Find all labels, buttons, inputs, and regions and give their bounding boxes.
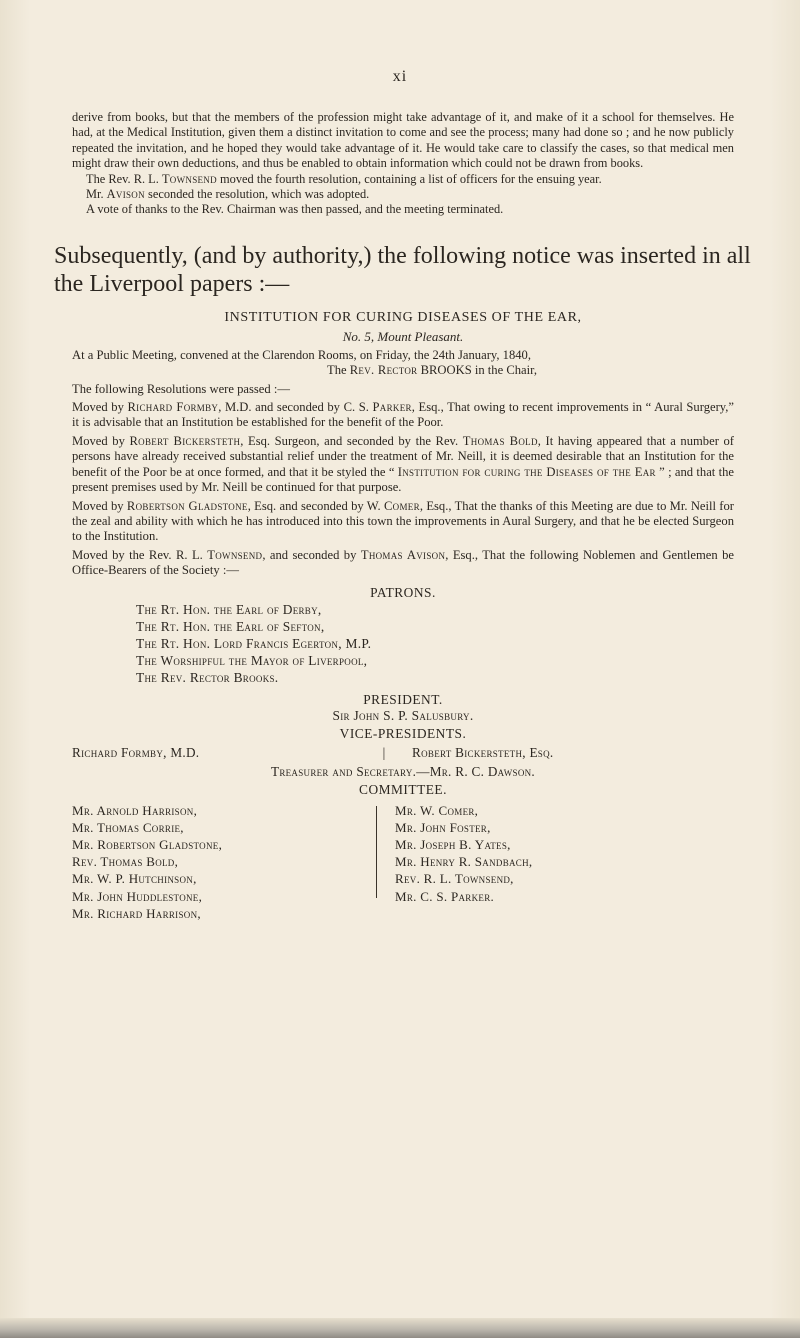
- text-segment: , Esq., That the thanks of this Meeting are due to Mr. Neill for the zeal and ability with which he has introduced into this town the improvements in Aural Surgery, and that he be elected Surgeon to the Institution.: [72, 498, 734, 544]
- person-name: Thomas Bold: [462, 433, 538, 448]
- person-name: Townsend: [161, 171, 217, 186]
- resolution-2: [72, 434, 734, 496]
- text-segment: , Esq., That the following Noblemen and Gentlemen be Office-Bearers of the Society :—: [72, 547, 735, 578]
- person-name: Richard Formby: [127, 400, 219, 415]
- patron-entry: The Rt. Hon. the Earl of Sefton,: [136, 618, 325, 634]
- person-name: Parker: [372, 400, 412, 415]
- patron-entry: The Rev. Rector Brooks.: [136, 669, 279, 685]
- vice-president-entry: Richard Formby, M.D.: [72, 744, 200, 760]
- committee-member: Mr. W. P. Hutchinson,: [72, 871, 197, 887]
- opening-paragraph: derive from books, but that the members of the profession might take advantage of it, and make of it a school for themselves. He had, at the Medical Institution, given them a distinct invitation to come and see the process; many had done so ; and he now publicly repeated the invitation, and he hoped they would take advantage of it. He would take care to classify the cases, so that medical men might draw their own deductions, and thus be enabled to obtain information which could not be drawn from books.: [72, 110, 734, 171]
- text-segment: seconded the resolution, which was adopted.: [144, 187, 370, 202]
- text-segment: in the Chair,: [471, 363, 537, 378]
- vice-president-entry: Robert Bickersteth, Esq.: [412, 744, 554, 760]
- patron-entry: The Rt. Hon. Lord Francis Egerton, M.P.: [136, 635, 372, 651]
- text-segment: , Esq., That owing to recent improvements in “ Aural Surgery,” it is advisable that an Institution be established for the benefit of the Poor.: [72, 400, 734, 430]
- committee-member: Mr. John Huddlestone,: [72, 888, 203, 904]
- institution-title: INSTITUTION FOR CURING DISEASES OF THE EAR,: [224, 309, 582, 325]
- text-segment: Mr.: [86, 187, 107, 202]
- treasurer-line: Treasurer and Secretary.—Mr. R. C. Dawson.: [270, 763, 536, 779]
- resolution-1: [72, 400, 734, 431]
- meeting-line: At a Public Meeting, convened at the Clarendon Rooms, on Friday, the 24th January, 1840,: [72, 347, 532, 362]
- person-name: Avison: [106, 187, 145, 202]
- resolution-4: [72, 548, 734, 579]
- text-segment: , It having appeared that a number of persons have already received substantial relief under the treatment of Mr. Neill, it is deemed desirable that an Institution for the benefit of the Poor be at once formed, and that it be styled the “: [72, 433, 734, 479]
- chair-line: [72, 363, 734, 378]
- resolutions-intro: The following Resolutions were passed :—: [72, 381, 290, 396]
- committee-member: Mr. Thomas Corrie,: [72, 819, 184, 835]
- committee-member: Rev. R. L. Townsend,: [395, 871, 514, 887]
- committee-member: Mr. W. Comer,: [395, 802, 479, 818]
- page-body: [54, 110, 751, 922]
- text-segment: Moved by: [72, 400, 128, 415]
- committee-column-left: [72, 802, 362, 922]
- text-segment: moved the fourth resolution, containing a list of officers for the ensuing year.: [216, 171, 602, 186]
- committee-member: Mr. C. S. Parker.: [395, 888, 495, 904]
- text-segment: Moved by the Rev. R. L.: [72, 547, 208, 562]
- text-segment: ” ; and that the present premises used by Mr. Neill be continued for that purpose.: [72, 464, 734, 495]
- committee-heading: COMMITTEE.: [359, 781, 447, 797]
- institution-style-name: Institution for curing the Diseases of the Ear: [397, 464, 656, 479]
- person-name: Thomas Avison: [360, 547, 446, 562]
- avison-paragraph: [72, 187, 734, 202]
- president-heading: PRESIDENT.: [363, 691, 443, 707]
- person-title: Rev. Rector: [349, 363, 418, 378]
- patron-entry: The Rt. Hon. the Earl of Derby,: [136, 601, 322, 617]
- patron-entry: The Worshipful the Mayor of Liverpool,: [136, 652, 368, 668]
- person-name: Comer: [383, 498, 420, 513]
- person-name: Robertson Gladstone: [126, 498, 248, 513]
- text-segment: , M.D. and seconded by C. S.: [218, 400, 373, 415]
- text-segment: The Rev. R. L.: [86, 171, 162, 186]
- president-name: Sir John S. P. Salusbury.: [332, 707, 474, 723]
- townsend-paragraph: [72, 172, 734, 187]
- committee-member: Mr. John Foster,: [395, 819, 491, 835]
- column-separator: |: [382, 744, 386, 760]
- institution-address: No. 5, Mount Pleasant.: [342, 328, 464, 344]
- page-bottom-edge: [0, 1318, 800, 1338]
- vote-paragraph: A vote of thanks to the Rev. Chairman was then passed, and the meeting terminated.: [86, 202, 504, 217]
- person-name: BROOKS: [417, 363, 472, 378]
- committee-list: [72, 802, 734, 922]
- committee-member: Mr. Henry R. Sandbach,: [395, 854, 533, 870]
- committee-column-right: [391, 802, 685, 922]
- text-segment: The: [327, 363, 350, 378]
- vice-presidents-row: [72, 744, 734, 761]
- committee-member: Rev. Thomas Bold,: [72, 854, 179, 870]
- lead-heading: Subsequently, (and by authority,) the following notice was inserted in all the Liverpool papers :—: [54, 242, 751, 297]
- text-segment: , Esq. Surgeon, and seconded by the Rev.: [240, 433, 463, 448]
- committee-member: Mr. Robertson Gladstone,: [72, 836, 223, 852]
- text-segment: , and seconded by: [262, 547, 361, 562]
- patrons-list: [136, 601, 734, 686]
- page-number: xi: [392, 68, 408, 85]
- person-name: Townsend: [207, 547, 263, 562]
- committee-member: Mr. Richard Harrison,: [72, 905, 201, 921]
- patrons-heading: PATRONS.: [370, 584, 436, 600]
- text-segment: Moved by: [72, 433, 130, 448]
- resolution-3: [72, 499, 734, 545]
- committee-member: Mr. Joseph B. Yates,: [395, 836, 511, 852]
- column-divider: [376, 806, 377, 898]
- person-name: Robert Bickersteth: [129, 433, 241, 448]
- text-segment: Moved by: [72, 498, 127, 513]
- committee-member: Mr. Arnold Harrison,: [72, 802, 198, 818]
- text-segment: , Esq. and seconded by W.: [247, 498, 384, 513]
- vice-presidents-heading: VICE-PRESIDENTS.: [339, 725, 467, 741]
